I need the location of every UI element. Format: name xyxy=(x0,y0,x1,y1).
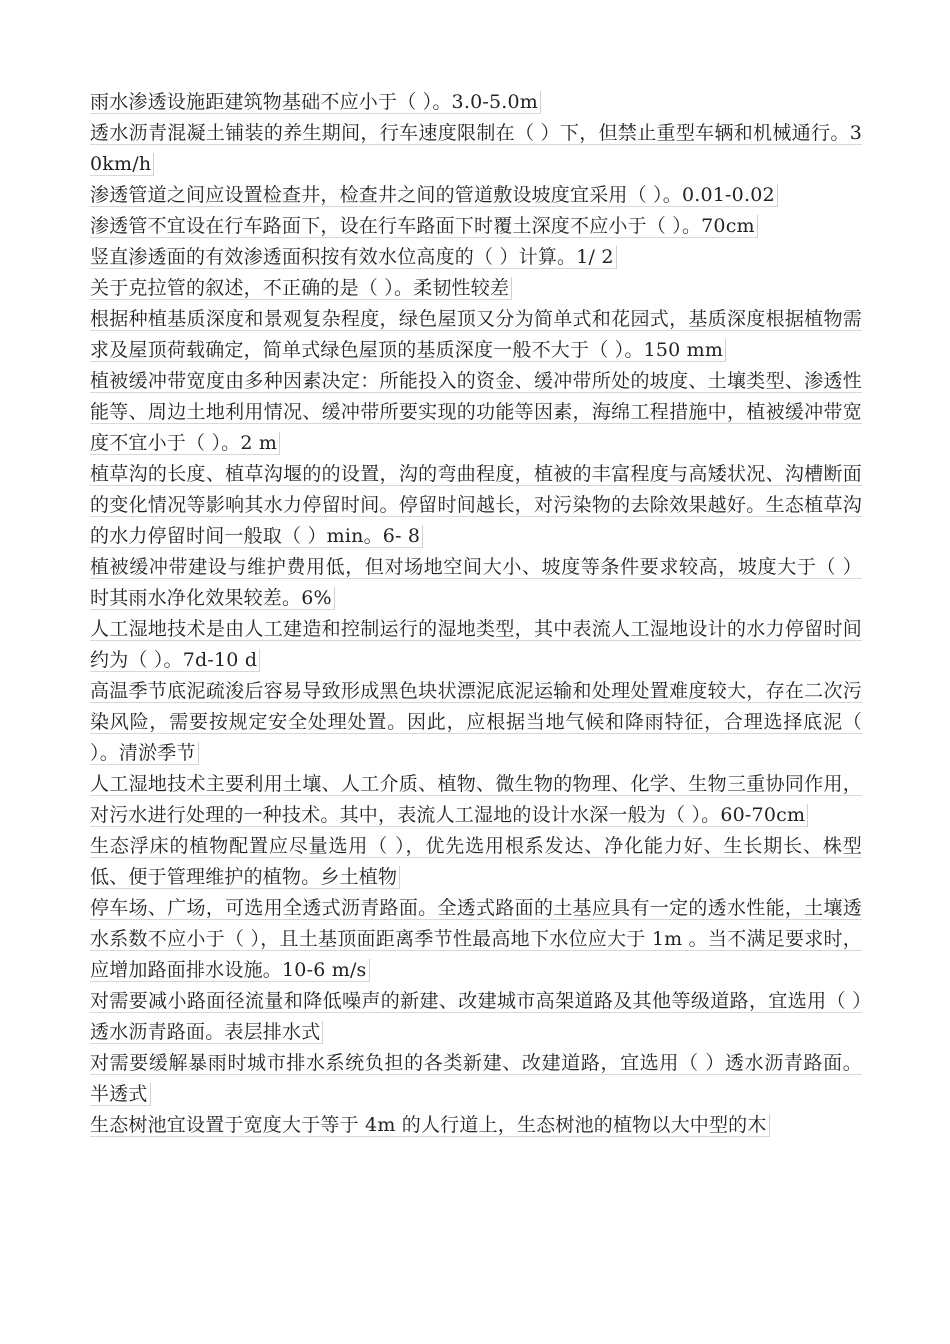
question-text: 根据种植基质深度和景观复杂程度，绿色屋顶又分为简单式和花园式，基质深度根据植物需求及屋顶荷载确定，简单式绿色屋顶的基质深度一般不大于（ ）。150 mm xyxy=(90,308,862,361)
question-item xyxy=(90,552,862,614)
question-text: 人工湿地技术主要利用土壤、人工介质、植物、微生物的物理、化学、生物三重协同作用，对污水进行处理的一种技术。其中，表流人工湿地的设计水深一般为（ ）。60-70cm xyxy=(90,773,862,826)
question-item xyxy=(90,769,862,831)
question-item xyxy=(90,831,862,893)
question-text: 渗透管不宜设在行车路面下，设在行车路面下时覆土深度不应小于（ ）。70cm xyxy=(90,215,758,238)
question-item xyxy=(90,1110,862,1141)
question-item xyxy=(90,304,862,366)
question-item xyxy=(90,459,862,552)
question-item xyxy=(90,87,862,118)
question-text: 植草沟的长度、植草沟堰的的设置，沟的弯曲程度，植被的丰富程度与高矮状况、沟槽断面的变化情况等影响其水力停留时间。停留时间越长，对污染物的去除效果越好。生态植草沟的水力停留时间一般取（ ）min。6- 8 xyxy=(90,463,862,547)
question-text: 植被缓冲带宽度由多种因素决定：所能投入的资金、缓冲带所处的坡度、土壤类型、渗透性能等、周边土地利用情况、缓冲带所要实现的功能等因素，海绵工程措施中，植被缓冲带宽度不宜小于（ ）。2 m xyxy=(90,370,862,454)
question-item xyxy=(90,211,862,242)
question-item xyxy=(90,893,862,986)
question-text: 生态浮床的植物配置应尽量选用（ ），优先选用根系发达、净化能力好、生长期长、株型低、便于管理维护的植物。乡土植物 xyxy=(90,835,862,888)
question-item xyxy=(90,273,862,304)
question-text: 高温季节底泥疏浚后容易导致形成黑色块状漂泥底泥运输和处理处置难度较大，存在二次污染风险，需要按规定安全处理处置。因此，应根据当地气候和降雨特征，合理选择底泥（ ）。清淤季节 xyxy=(90,680,862,764)
question-item xyxy=(90,986,862,1048)
question-item xyxy=(90,614,862,676)
question-text: 生态树池宜设置于宽度大于等于 4m 的人行道上，生态树池的植物以大中型的木 xyxy=(90,1114,770,1137)
question-item xyxy=(90,1048,862,1110)
question-item xyxy=(90,676,862,769)
question-text: 停车场、广场，可选用全透式沥青路面。全透式路面的土基应具有一定的透水性能，土壤透水系数不应小于（ ），且土基顶面距离季节性最高地下水位应大于 1m 。当不满足要求时，应增加路面排水设施。10-6 m/s xyxy=(90,897,862,981)
question-text: 雨水渗透设施距建筑物基础不应小于（ ）。3.0-5.0m xyxy=(90,91,541,114)
question-text: 对需要缓解暴雨时城市排水系统负担的各类新建、改建道路，宜选用（ ）透水沥青路面。半透式 xyxy=(90,1052,862,1105)
question-text: 人工湿地技术是由人工建造和控制运行的湿地类型，其中表流人工湿地设计的水力停留时间约为（ ）。7d-10 d xyxy=(90,618,862,671)
question-item xyxy=(90,366,862,459)
question-item xyxy=(90,180,862,211)
question-text: 植被缓冲带建设与维护费用低，但对场地空间大小、坡度等条件要求较高，坡度大于（ ）时其雨水净化效果较差。6% xyxy=(90,556,862,609)
question-text: 对需要减小路面径流量和降低噪声的新建、改建城市高架道路及其他等级道路，宜选用（ ）透水沥青路面。表层排水式 xyxy=(90,990,862,1043)
question-text: 透水沥青混凝土铺装的养生期间，行车速度限制在（ ）下，但禁止重型车辆和机械通行。30km/h xyxy=(90,122,862,175)
document-body xyxy=(90,87,862,1141)
question-item xyxy=(90,118,862,180)
question-text: 关于克拉管的叙述，不正确的是（ ）。柔韧性较差 xyxy=(90,277,512,300)
question-item xyxy=(90,242,862,273)
question-text: 竖直渗透面的有效渗透面积按有效水位高度的（ ）计算。1/ 2 xyxy=(90,246,617,269)
question-text: 渗透管道之间应设置检查井，检查井之间的管道敷设坡度宜采用（ ）。0.01-0.02 xyxy=(90,184,778,207)
